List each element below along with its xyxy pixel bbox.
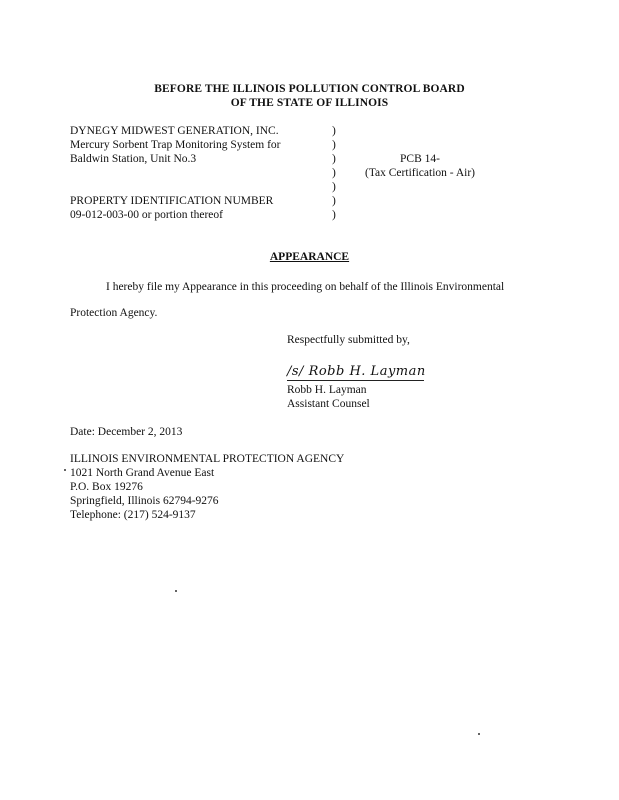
- scan-speck: [175, 590, 177, 592]
- respectfully-submitted: Respectfully submitted by,: [287, 334, 410, 346]
- signature: /s/ Robb H. Layman: [287, 364, 426, 379]
- agency-street: 1021 North Grand Avenue East: [70, 467, 215, 479]
- caption-paren: ): [332, 153, 336, 165]
- signer-name: Robb H. Layman: [287, 384, 367, 396]
- agency-name: ILLINOIS ENVIRONMENTAL PROTECTION AGENCY: [70, 453, 345, 465]
- caption-station: Baldwin Station, Unit No.3: [70, 153, 197, 165]
- signer-title: Assistant Counsel: [287, 398, 370, 410]
- caption-paren: ): [332, 181, 336, 193]
- caption-paren: ): [332, 209, 336, 221]
- body-line-2: Protection Agency.: [70, 307, 158, 319]
- caption-paren: ): [332, 167, 336, 179]
- caption-paren: ): [332, 139, 336, 151]
- signature-line: [287, 380, 424, 381]
- scan-speck: [478, 733, 480, 735]
- date-line: Date: December 2, 2013: [70, 426, 183, 438]
- caption-system: Mercury Sorbent Trap Monitoring System for: [70, 139, 281, 151]
- case-number: PCB 14-: [400, 153, 440, 165]
- caption-petitioner: DYNEGY MIDWEST GENERATION, INC.: [70, 125, 279, 137]
- agency-city: Springfield, Illinois 62794-9276: [70, 495, 219, 507]
- case-type: (Tax Certification - Air): [364, 167, 475, 179]
- board-heading: BEFORE THE ILLINOIS POLLUTION CONTROL BOARD: [154, 83, 465, 95]
- caption-property-id: 09-012-003-00 or portion thereof: [70, 209, 223, 221]
- caption-paren: ): [332, 125, 336, 137]
- document-title: APPEARANCE: [269, 251, 350, 263]
- caption-property-id-label: PROPERTY IDENTIFICATION NUMBER: [70, 195, 274, 207]
- state-heading: OF THE STATE OF ILLINOIS: [230, 97, 389, 109]
- scan-speck: [64, 469, 66, 471]
- body-line-1: I hereby file my Appearance in this proceeding on behalf of the Illinois Environmental: [106, 281, 505, 293]
- caption-paren: ): [332, 195, 336, 207]
- agency-phone: Telephone: (217) 524-9137: [70, 509, 196, 521]
- agency-po-box: P.O. Box 19276: [70, 481, 143, 493]
